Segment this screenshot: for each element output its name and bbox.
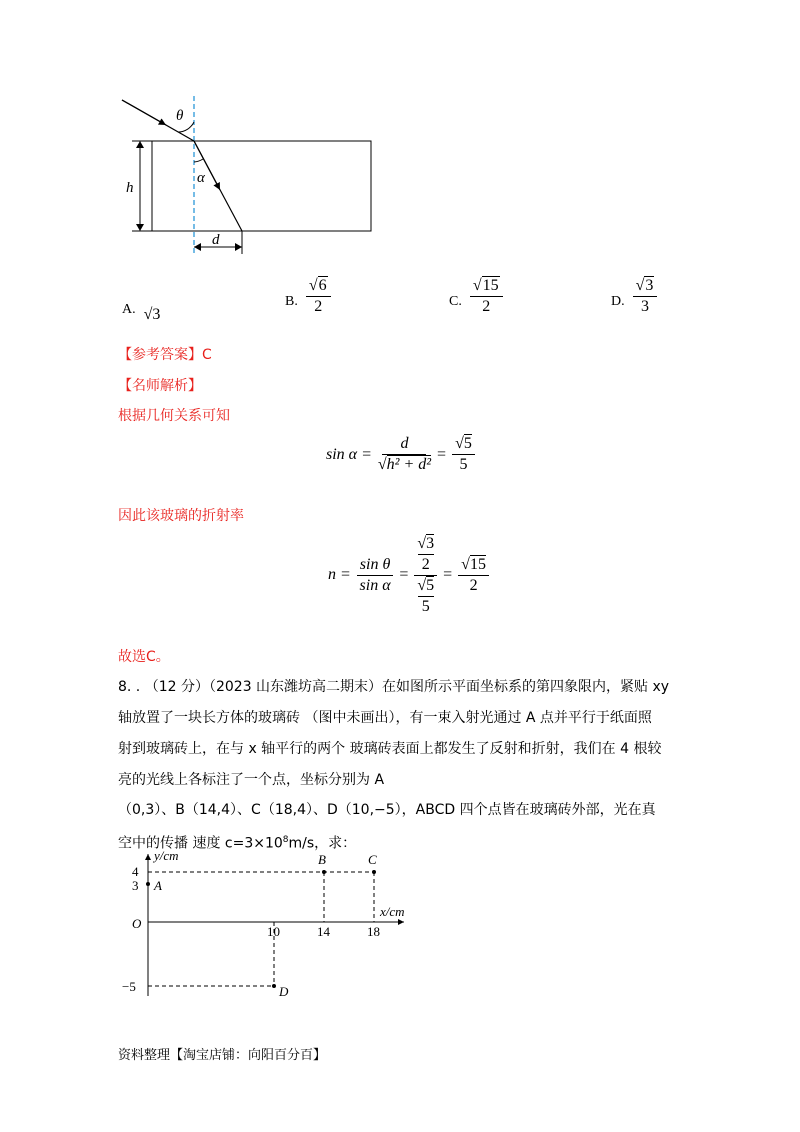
point-b [322,870,326,874]
label-c: C [368,852,377,867]
point-c [372,870,376,874]
option-c: C. $\frac{√15}{2}$ [449,276,503,317]
equation-refractive-index: n = $\frac{\text{sin θ}}{\text{sin α}}$ = √3 2 √5 5 = $\frac{√15}{2}$ [328,530,489,620]
label-d: D [279,984,289,999]
x-axis-label: x/cm [380,904,405,919]
option-b: B. $\frac{√6}{2}$ [285,276,331,317]
label-b: B [318,852,326,867]
equation-sin-alpha: sin α = $\frac{d}{\text{√h² + d²}}$ = $\frac{√5}{5}$ [326,434,475,475]
answer-label: 【参考答案】C [118,347,212,363]
step2-text: 因此该玻璃的折射率 [118,508,244,524]
problem-line-1: 8. . （12 分）（2023 山东潍坊高二期末）在如图所示平面坐标系的第四象限内，紧贴 xy [118,679,670,695]
problem-line-6: 空中的传播 速度 $c=3\times 10^8m/s$，求： [118,835,357,852]
point-a [146,882,150,886]
conclusion-text: 故选C。 [118,649,170,665]
label-a: A [154,878,162,893]
h-label: h [126,180,134,196]
tick-ym5: −5 [122,979,136,994]
y-axis-label: y/cm [154,848,179,863]
footer-text: 资料整理【淘宝店铺：向阳百分百】 [118,1048,327,1063]
refraction-diagram [110,92,390,262]
glass-block [152,141,371,231]
option-d: D. $\frac{√3}{3}$ [611,276,657,317]
origin-label: O [132,916,142,931]
coordinate-graph [112,846,422,1006]
analysis-label: 【名师解析】 [118,378,202,394]
problem-line-3: 射到玻璃砖上，在与 x 轴平行的两个 玻璃砖表面上都发生了反射和折射，我们在 4 根较 [118,741,662,757]
tick-y3: 3 [132,878,139,893]
step1-text: 根据几何关系可知 [118,408,230,424]
tick-x14: 14 [317,924,330,939]
tick-x10: 10 [267,924,280,939]
theta-label: θ [176,108,184,124]
d-label: d [212,232,220,248]
tick-x18: 18 [367,924,380,939]
problem-line-2: 轴放置了一块长方体的玻璃砖 （图中未画出），有一束入射光通过 A 点并平行于纸面照 [118,710,652,726]
problem-line-5: （0,3）、B（14,4）、C（18,4）、D（10,−5），ABCD 四个点皆在玻璃砖外部，光在真 [118,802,656,818]
alpha-label: α [197,170,205,186]
option-a: A. √3 [122,302,161,323]
problem-line-4: 亮的光线上各标注了一个点，坐标分别为 A [118,772,385,788]
tick-y4: 4 [132,864,139,879]
point-d [272,984,276,988]
